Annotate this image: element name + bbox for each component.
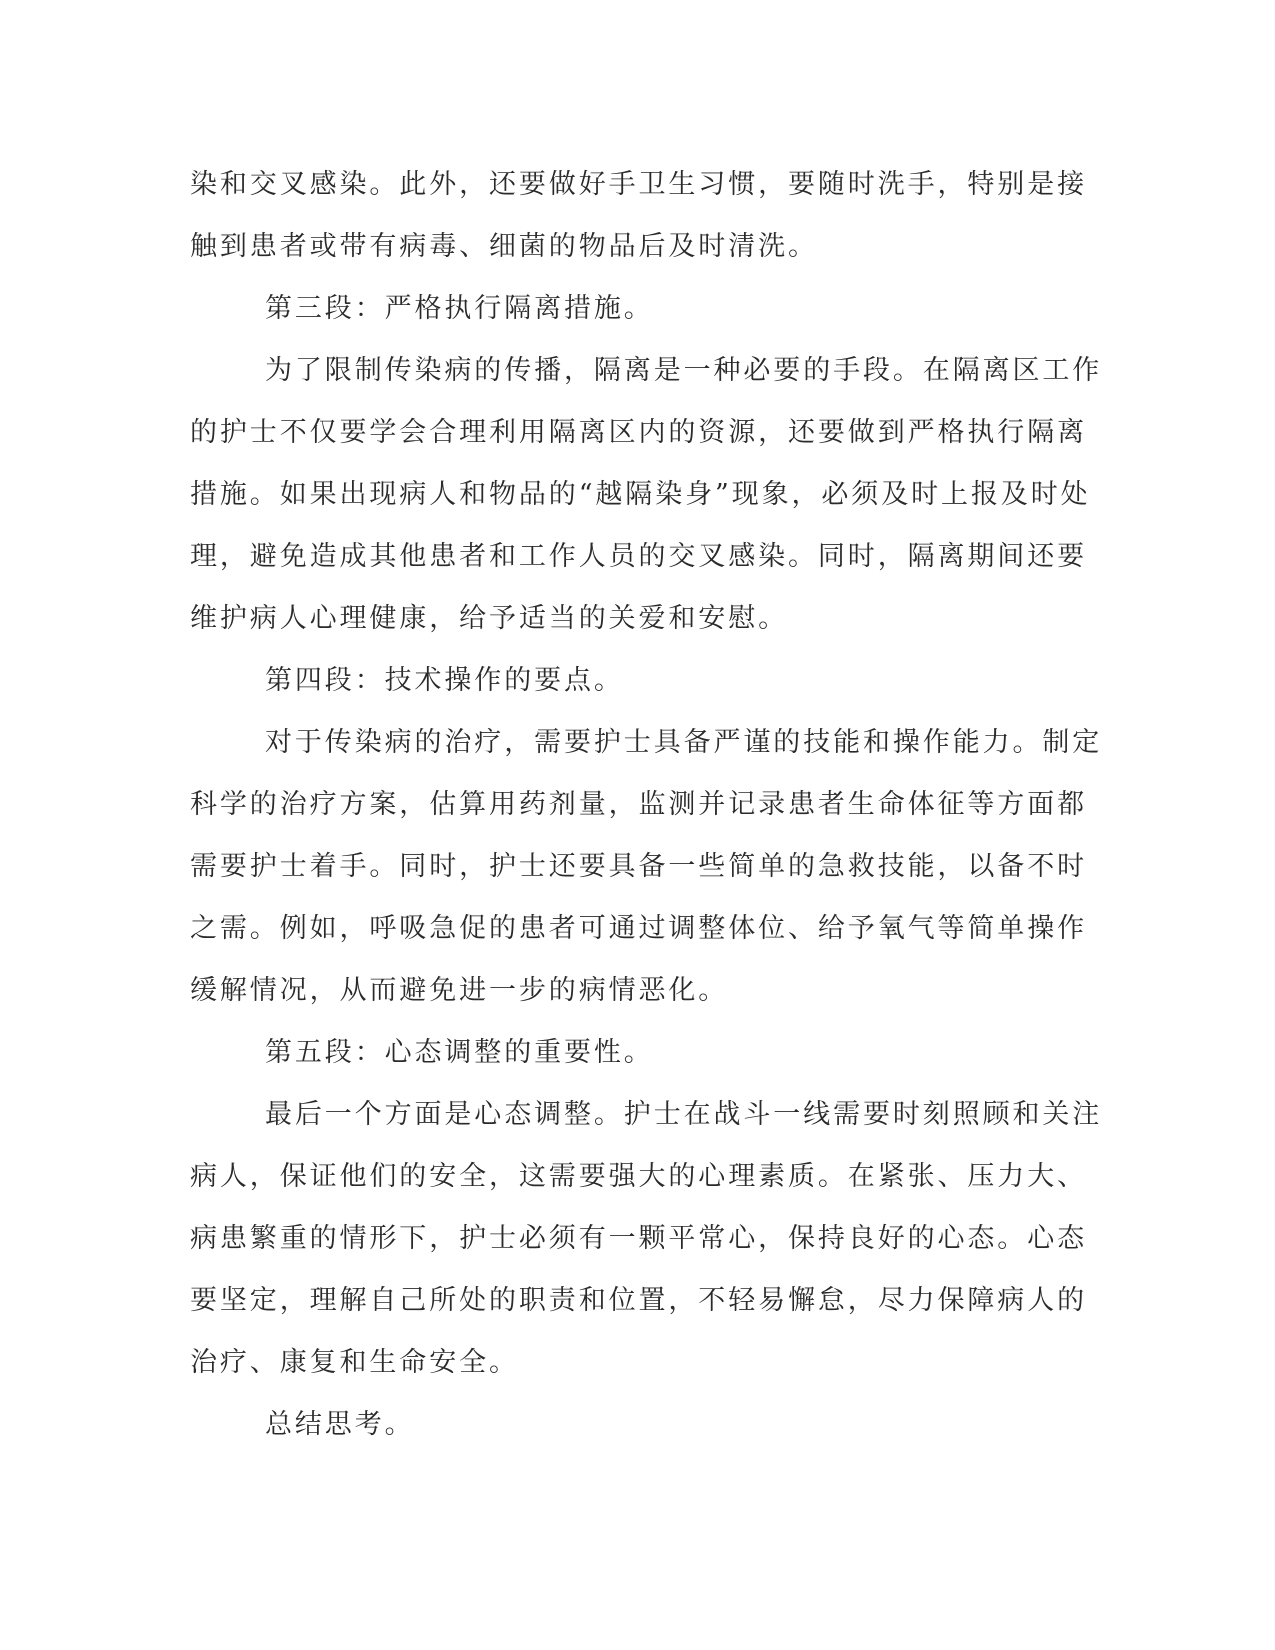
text-line: 缓解情况，从而避免进一步的病情恶化。: [190, 975, 729, 1006]
text-line: 理，避免造成其他患者和工作人员的交叉感染。同时，隔离期间还要: [190, 541, 1087, 572]
document-body: [190, 154, 1103, 1456]
text-line: 维护病人心理健康，给予适当的关爱和安慰。: [190, 603, 788, 634]
text-line: 需要护士着手。同时，护士还要具备一些简单的急救技能，以备不时: [190, 851, 1087, 882]
text-line: 之需。例如，呼吸急促的患者可通过调整体位、给予氧气等简单操作: [190, 913, 1087, 944]
text-line: 触到患者或带有病毒、细菌的物品后及时清洗。: [190, 231, 818, 262]
text-line: 措施。如果出现病人和物品的“越隔染身”现象，必须及时上报及时处: [190, 479, 1091, 510]
text-line: 最后一个方面是心态调整。护士在战斗一线需要时刻照顾和关注: [265, 1099, 1103, 1130]
section-heading: 总结思考。: [265, 1409, 415, 1440]
text-line: 染和交叉感染。此外，还要做好手卫生习惯，要随时洗手，特别是接: [190, 169, 1087, 200]
text-line: 治疗、康复和生命安全。: [190, 1347, 519, 1378]
text-line: 病人，保证他们的安全，这需要强大的心理素质。在紧张、压力大、: [190, 1161, 1087, 1192]
text-line: 科学的治疗方案，估算用药剂量，监测并记录患者生命体征等方面都: [190, 789, 1087, 820]
text-line: 的护士不仅要学会合理利用隔离区内的资源，还要做到严格执行隔离: [190, 417, 1087, 448]
section-heading: 第五段：心态调整的重要性。: [265, 1037, 654, 1068]
text-line: 病患繁重的情形下，护士必须有一颗平常心，保持良好的心态。心态: [190, 1223, 1087, 1254]
text-line: 对于传染病的治疗，需要护士具备严谨的技能和操作能力。制定: [265, 727, 1103, 758]
text-line: 为了限制传染病的传播，隔离是一种必要的手段。在隔离区工作: [265, 355, 1103, 386]
section-heading: 第三段：严格执行隔离措施。: [265, 293, 654, 324]
section-heading: 第四段：技术操作的要点。: [265, 665, 624, 696]
text-line: 要坚定，理解自己所处的职责和位置，不轻易懈怠，尽力保障病人的: [190, 1285, 1087, 1316]
